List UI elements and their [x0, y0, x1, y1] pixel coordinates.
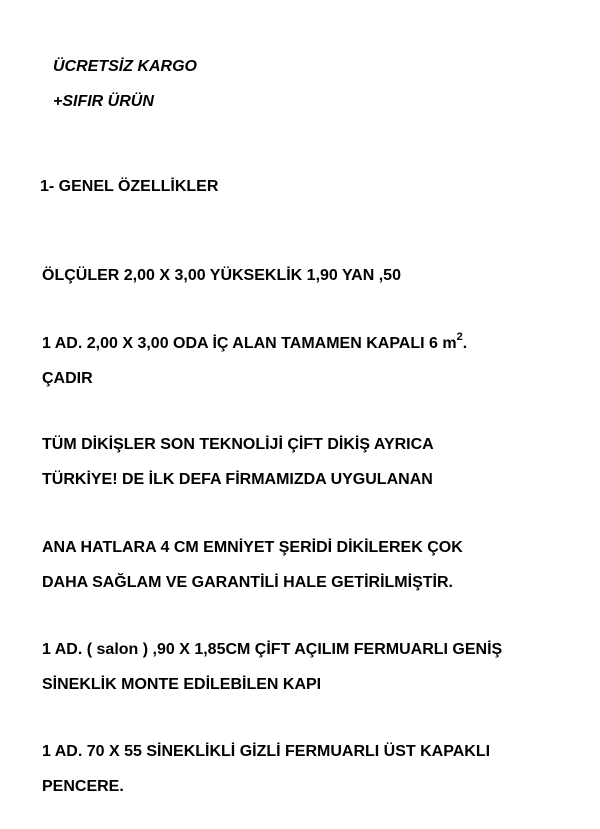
- dimensions-line: ÖLÇÜLER 2,00 X 3,00 YÜKSEKLİK 1,90 YAN ,50: [42, 267, 401, 284]
- stitching-line-2: TÜRKİYE! DE İLK DEFA FİRMAMIZDA UYGULANAN: [42, 471, 433, 488]
- free-shipping-label: ÜCRETSİZ KARGO: [53, 58, 197, 75]
- safety-strip-line-2: DAHA SAĞLAM VE GARANTİLİ HALE GETİRİLMİŞTİR.: [42, 574, 453, 591]
- area-unit-superscript: 2: [456, 330, 463, 343]
- safety-strip-line-1: ANA HATLARA 4 CM EMNİYET ŞERİDİ DİKİLEREK ÇOK: [42, 539, 463, 556]
- section-heading: 1- GENEL ÖZELLİKLER: [40, 178, 219, 195]
- window-line-2: PENCERE.: [42, 778, 124, 795]
- room-description-end: .: [462, 335, 468, 352]
- room-description-text: 1 AD. 2,00 X 3,00 ODA İÇ ALAN TAMAMEN KAPALI 6 m: [42, 335, 457, 352]
- door-line-1: 1 AD. ( salon ) ,90 X 1,85CM ÇİFT AÇILIM FERMUARLI GENİŞ: [42, 641, 503, 658]
- new-product-label: +SIFIR ÜRÜN: [53, 93, 154, 110]
- room-description-line: [42, 330, 468, 354]
- door-line-2: SİNEKLİK MONTE EDİLEBİLEN KAPI: [42, 676, 322, 693]
- window-line-1: 1 AD. 70 X 55 SİNEKLİKLİ GİZLİ FERMUARLI ÜST KAPAKLI: [42, 743, 491, 760]
- tent-line: ÇADIR: [42, 370, 93, 387]
- stitching-line-1: TÜM DİKİŞLER SON TEKNOLİJİ ÇİFT DİKİŞ AYRICA: [42, 436, 434, 453]
